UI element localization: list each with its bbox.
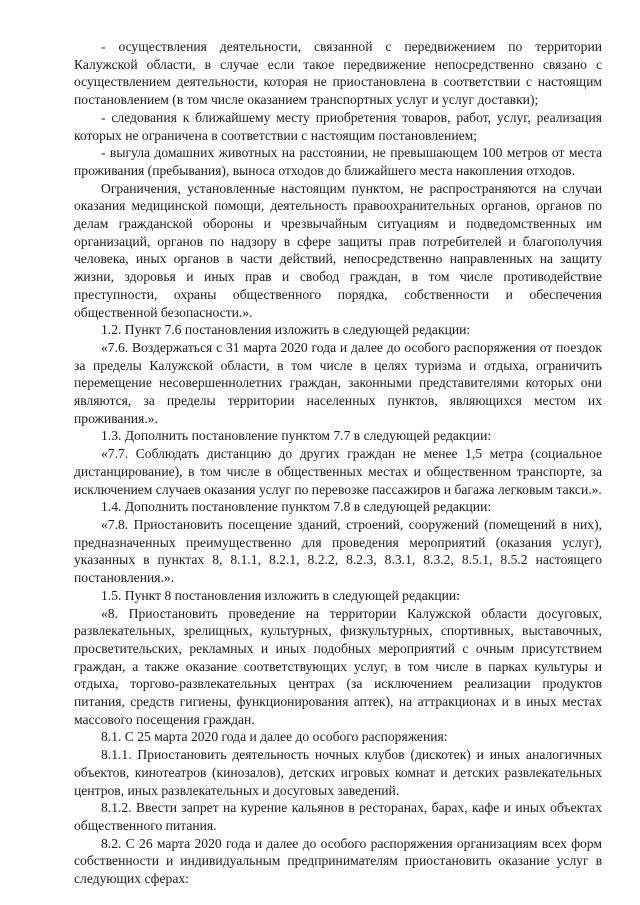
paragraph-item-1-3: 1.3. Дополнить постановление пунктом 7.7 в следующей редакции: <box>101 428 492 444</box>
paragraph-clause-7-6: «7.6. Воздержаться с 31 марта 2020 года и далее до особого распоряжения от поездок за пределы Калужской области, в том числе в целях туризма и отдыха, ограничить перемещение несовершеннолетних граждан, законными представителями которых они являются, за пределы территории населенных пунктов, являющихся местом их проживания.». <box>74 339 602 426</box>
paragraph-clause-8-2: 8.2. С 26 марта 2020 года и далее до особого распоряжения организациям всех форм собственности и индивидуальным предпринимателям приостановить оказание услуг в следующих сферах: <box>74 835 602 887</box>
paragraph-item-1-2: 1.2. Пункт 7.6 постановления изложить в следующей редакции: <box>101 322 471 338</box>
paragraph-item-1-4: 1.4. Дополнить постановление пунктом 7.8 в следующей редакции: <box>101 499 492 515</box>
paragraph-clause-8-1-2: 8.1.2. Ввести запрет на курение кальянов в ресторанах, барах, кафе и иных объектах общественного питания. <box>74 800 602 833</box>
paragraph-bullet-shopping: - следования к ближайшему месту приобретения товаров, работ, услуг, реализация которых не ограничена в соответствии с настоящим постановлением; <box>74 109 602 143</box>
paragraph-bullet-pets: - выгула домашних животных на расстоянии, не превышающем 100 метров от места проживания (пребывания), выноса отходов до ближайшего места накопления отходов. <box>74 145 602 178</box>
paragraph-item-1-5: 1.5. Пункт 8 постановления изложить в следующей редакции: <box>101 587 460 603</box>
paragraph-clause-7-7: «7.7. Соблюдать дистанцию до других граждан не менее 1,5 метра (социальное дистанцирование), в том числе в общественных местах и общественном транспорте, за исключением случаев оказания услуг по перевозке пассажиров и багажа легковым такси.». <box>74 446 602 497</box>
paragraph-clause-8-1: 8.1. С 25 марта 2020 года и далее до особого распоряжения: <box>101 729 448 745</box>
paragraph-clause-8-1-1: 8.1.1. Приостановить деятельность ночных клубов (дискотек) и иных аналогичных объектов, кинотеатров (кинозалов), детских игровых комнат и детских развлекательных центров, иных развлекательных и досуговых заведений. <box>74 747 602 798</box>
paragraph-bullet-movement: - осуществления деятельности, связанной с передвижением по территории Калужской области, в случае если такое передвижение непосредственно связано с осуществлением деятельности, которая не приостановлена в соответствии с настоящим постановлением (в том числе оказанием транспортных услуг и услуг доставки); <box>74 39 602 108</box>
paragraph-restrictions-exceptions: Ограничения, установленные настоящим пунктом, не распространяются на случаи оказания медицинской помощи, деятельность правоохранительных органов, органов по делам гражданской обороны и чрезвычайным ситуациям и подведомственных им организаций, органов по надзору в сфере защиты прав потребителей и благополучия человека, иных органов в части действий, непосредственно направленных на защиту жизни, здоровья и иных прав и свобод граждан, в том числе противодействие преступности, охраны общественного порядка, собственности и обеспечения общественной безопасности.». <box>74 180 602 320</box>
paragraph-clause-8: «8. Приостановить проведение на территории Калужской области досуговых, развлекательных, зрелищных, культурных, физкультурных, спортивных, выставочных, просветительских, рекламных и иных подобных мероприятий с очным присутствием граждан, а также оказание соответствующих услуг, в том числе в парках культуры и отдыха, торгово-развлекательных центрах (за исключением реализации продуктов питания, средств гигиены, функционирования аптек), на аттракционах и в иных местах массового посещения граждан. <box>74 605 602 727</box>
paragraph-clause-7-8: «7.8. Приостановить посещение зданий, строений, сооружений (помещений в них), предназначенных преимущественно для проведения мероприятий (оказания услуг), указанных в пунктах 8, 8.1.1, 8.2.1, 8.2.2, 8.2.3, 8.3.1, 8.3.2, 8.5.1, 8.5.2 настоящего постановления.». <box>74 516 602 586</box>
document-page <box>74 38 602 888</box>
